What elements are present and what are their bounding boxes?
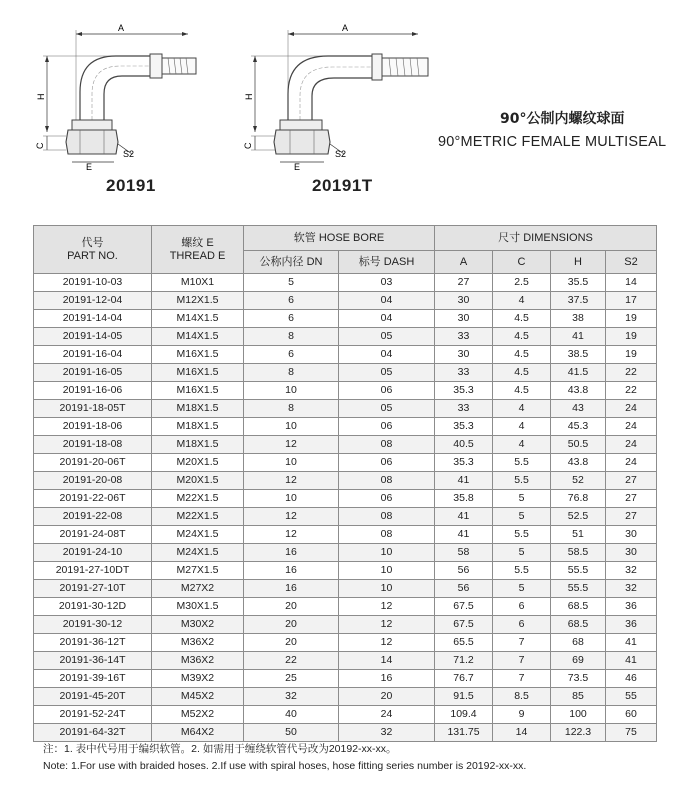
table-cell: 4.5 (493, 310, 551, 328)
table-cell: 14 (606, 274, 657, 292)
table-cell: 41 (606, 634, 657, 652)
table-cell: M16X1.5 (152, 364, 244, 382)
table-cell: 5 (493, 544, 551, 562)
table-cell: 45.3 (551, 418, 606, 436)
table-cell: 6 (244, 310, 339, 328)
table-cell: 56 (435, 562, 493, 580)
table-cell: 60 (606, 706, 657, 724)
table-cell: 40 (244, 706, 339, 724)
table-cell: 8 (244, 400, 339, 418)
table-cell: 58.5 (551, 544, 606, 562)
table-cell: 10 (339, 580, 435, 598)
table-cell: M39X2 (152, 670, 244, 688)
table-cell: 24 (606, 454, 657, 472)
table-cell: 4 (493, 400, 551, 418)
table-cell: 7 (493, 652, 551, 670)
table-cell: 20191-16-05 (34, 364, 152, 382)
table-cell: 10 (244, 454, 339, 472)
table-cell: 4 (493, 436, 551, 454)
dim-a-label: A (342, 23, 349, 33)
table-row (34, 634, 657, 652)
table-cell: 24 (606, 400, 657, 418)
table-cell: 20191-10-03 (34, 274, 152, 292)
table-cell: 12 (244, 472, 339, 490)
table-cell: 5 (244, 274, 339, 292)
table-cell: 41.5 (551, 364, 606, 382)
table-cell: 32 (606, 580, 657, 598)
header-part-no: 代号 PART NO. (34, 226, 152, 274)
table-row (34, 436, 657, 454)
table-cell: 12 (244, 436, 339, 454)
table-row (34, 508, 657, 526)
table-cell: 30 (435, 292, 493, 310)
model-label-20191: 20191 (106, 176, 156, 195)
note-chinese: 注：1. 表中代号用于编织软管。2. 如需用于缠绕软管代号改为20192-xx-xx。 (43, 743, 397, 755)
table-cell: 19 (606, 346, 657, 364)
table-cell: 20191-39-16T (34, 670, 152, 688)
table-cell: 30 (606, 526, 657, 544)
table-cell: 35.3 (435, 382, 493, 400)
table-cell: 4.5 (493, 382, 551, 400)
table-cell: 20191-52-24T (34, 706, 152, 724)
table-cell: 8.5 (493, 688, 551, 706)
table-cell: 30 (435, 346, 493, 364)
table-cell: 19 (606, 310, 657, 328)
table-row (34, 544, 657, 562)
table-cell: 16 (244, 580, 339, 598)
table-cell: 75 (606, 724, 657, 742)
table-cell: 38 (551, 310, 606, 328)
table-cell: 10 (244, 382, 339, 400)
fitting-drawing-20191t (232, 12, 442, 170)
table-cell: M64X2 (152, 724, 244, 742)
table-row (34, 580, 657, 598)
table-cell: 50 (244, 724, 339, 742)
table-cell: M30X1.5 (152, 598, 244, 616)
table-cell: 4 (493, 418, 551, 436)
table-row (34, 454, 657, 472)
table-cell: 43 (551, 400, 606, 418)
table-cell: 30 (606, 544, 657, 562)
table-cell: M16X1.5 (152, 346, 244, 364)
table-cell: M10X1 (152, 274, 244, 292)
dim-a-label: A (118, 23, 125, 33)
table-cell: 35.3 (435, 418, 493, 436)
table-cell: 12 (339, 634, 435, 652)
notes (43, 741, 526, 775)
table-cell: 51 (551, 526, 606, 544)
table-row (34, 346, 657, 364)
table-cell: 5.5 (493, 562, 551, 580)
table-cell: 109.4 (435, 706, 493, 724)
table-cell: 17 (606, 292, 657, 310)
table-cell: 20191-27-10DT (34, 562, 152, 580)
table-cell: 91.5 (435, 688, 493, 706)
table-cell: 22 (244, 652, 339, 670)
table-cell: 46 (606, 670, 657, 688)
table-cell: 16 (244, 544, 339, 562)
table-row (34, 364, 657, 382)
table-cell: 41 (435, 472, 493, 490)
table-cell: 20191-14-04 (34, 310, 152, 328)
table-cell: 12 (339, 616, 435, 634)
table-cell: 5 (493, 490, 551, 508)
table-row (34, 490, 657, 508)
table-cell: M14X1.5 (152, 310, 244, 328)
table-cell: 27 (606, 490, 657, 508)
table-cell: 73.5 (551, 670, 606, 688)
table-cell: 04 (339, 346, 435, 364)
table-cell: 20191-18-05T (34, 400, 152, 418)
table-cell: 55 (606, 688, 657, 706)
table-cell: 35.5 (551, 274, 606, 292)
table-cell: 55.5 (551, 580, 606, 598)
table-cell: 20191-36-12T (34, 634, 152, 652)
spec-table-body (34, 274, 657, 742)
table-cell: 20 (339, 688, 435, 706)
table-cell: 08 (339, 526, 435, 544)
table-cell: 24 (339, 706, 435, 724)
table-cell: M30X2 (152, 616, 244, 634)
table-cell: M52X2 (152, 706, 244, 724)
table-cell: M12X1.5 (152, 292, 244, 310)
table-cell: 6 (244, 346, 339, 364)
table-cell: 52.5 (551, 508, 606, 526)
table-cell: 20191-27-10T (34, 580, 152, 598)
table-cell: 12 (244, 508, 339, 526)
table-cell: 20191-45-20T (34, 688, 152, 706)
table-cell: 65.5 (435, 634, 493, 652)
table-cell: 12 (339, 598, 435, 616)
table-cell: 100 (551, 706, 606, 724)
table-cell: 5.5 (493, 526, 551, 544)
table-cell: 16 (244, 562, 339, 580)
table-cell: 20191-18-08 (34, 436, 152, 454)
dim-e-label: E (294, 162, 301, 170)
table-cell: 25 (244, 670, 339, 688)
table-cell: 06 (339, 490, 435, 508)
table-cell: 37.5 (551, 292, 606, 310)
table-cell: 67.5 (435, 598, 493, 616)
table-cell: 20191-22-06T (34, 490, 152, 508)
table-cell: M45X2 (152, 688, 244, 706)
table-cell: 9 (493, 706, 551, 724)
table-cell: 41 (551, 328, 606, 346)
table-cell: 06 (339, 382, 435, 400)
table-cell: 33 (435, 328, 493, 346)
table-cell: M14X1.5 (152, 328, 244, 346)
table-cell: M22X1.5 (152, 508, 244, 526)
table-cell: 6 (493, 598, 551, 616)
header-dn: 公称内径 DN (244, 251, 339, 274)
table-row (34, 418, 657, 436)
table-cell: 20191-16-04 (34, 346, 152, 364)
table-row (34, 400, 657, 418)
table-cell: 50.5 (551, 436, 606, 454)
header-s2: S2 (606, 251, 657, 274)
dim-e-label: E (86, 162, 93, 170)
table-cell: M24X1.5 (152, 526, 244, 544)
table-cell: 6 (493, 616, 551, 634)
table-cell: 20 (244, 616, 339, 634)
table-cell: 6 (244, 292, 339, 310)
table-cell: 12 (244, 526, 339, 544)
table-cell: 33 (435, 364, 493, 382)
table-cell: M16X1.5 (152, 382, 244, 400)
table-cell: 5 (493, 508, 551, 526)
table-cell: 56 (435, 580, 493, 598)
table-cell: 5.5 (493, 454, 551, 472)
table-cell: 76.8 (551, 490, 606, 508)
header-thread: 螺纹 E THREAD E (152, 226, 244, 274)
table-cell: 14 (493, 724, 551, 742)
table-row (34, 328, 657, 346)
table-cell: 22 (606, 364, 657, 382)
table-cell: 85 (551, 688, 606, 706)
table-cell: 20 (244, 634, 339, 652)
table-cell: 32 (339, 724, 435, 742)
table-cell: 40.5 (435, 436, 493, 454)
table-row (34, 706, 657, 724)
table-cell: 32 (244, 688, 339, 706)
table-row (34, 526, 657, 544)
table-cell: 41 (606, 652, 657, 670)
table-cell: 20191-20-08 (34, 472, 152, 490)
table-cell: 22 (606, 382, 657, 400)
table-cell: 2.5 (493, 274, 551, 292)
table-cell: 5 (493, 580, 551, 598)
table-cell: M36X2 (152, 634, 244, 652)
table-cell: 20191-18-06 (34, 418, 152, 436)
table-cell: 35.8 (435, 490, 493, 508)
table-cell: 08 (339, 508, 435, 526)
table-cell: 68 (551, 634, 606, 652)
table-cell: 38.5 (551, 346, 606, 364)
dim-h-label: H (36, 93, 46, 100)
table-cell: 27 (606, 472, 657, 490)
table-cell: 16 (339, 670, 435, 688)
table-cell: 03 (339, 274, 435, 292)
table-cell: 55.5 (551, 562, 606, 580)
table-cell: 58 (435, 544, 493, 562)
table-cell: 20191-36-14T (34, 652, 152, 670)
table-cell: 7 (493, 670, 551, 688)
fitting-drawing-20191 (20, 12, 210, 170)
table-cell: 24 (606, 418, 657, 436)
table-cell: 05 (339, 400, 435, 418)
table-cell: 68.5 (551, 616, 606, 634)
table-cell: 10 (339, 544, 435, 562)
table-cell: 20191-16-06 (34, 382, 152, 400)
table-row (34, 724, 657, 742)
table-cell: 52 (551, 472, 606, 490)
table-cell: 06 (339, 454, 435, 472)
table-cell: 20191-30-12 (34, 616, 152, 634)
table-cell: 20 (244, 598, 339, 616)
table-cell: M27X2 (152, 580, 244, 598)
table-cell: 04 (339, 310, 435, 328)
header-dimensions: 尺寸 DIMENSIONS (435, 226, 657, 251)
table-row (34, 562, 657, 580)
table-cell: 32 (606, 562, 657, 580)
dim-c-label: C (243, 142, 253, 149)
table-cell: 20191-12-04 (34, 292, 152, 310)
header-c: C (493, 251, 551, 274)
title-english: 90°METRIC FEMALE MULTISEAL (438, 134, 667, 150)
table-cell: 131.75 (435, 724, 493, 742)
table-cell: 14 (339, 652, 435, 670)
table-row (34, 688, 657, 706)
table-cell: 4.5 (493, 328, 551, 346)
table-cell: 10 (244, 418, 339, 436)
table-row (34, 616, 657, 634)
table-row (34, 598, 657, 616)
header-a: A (435, 251, 493, 274)
table-row (34, 382, 657, 400)
table-cell: 67.5 (435, 616, 493, 634)
table-row (34, 310, 657, 328)
table-cell: 8 (244, 364, 339, 382)
dim-c-label: C (35, 142, 45, 149)
table-cell: 27 (606, 508, 657, 526)
table-cell: 33 (435, 400, 493, 418)
table-cell: 06 (339, 418, 435, 436)
header-h: H (551, 251, 606, 274)
table-cell: M20X1.5 (152, 472, 244, 490)
table-cell: 20191-24-10 (34, 544, 152, 562)
table-cell: 122.3 (551, 724, 606, 742)
table-cell: 04 (339, 292, 435, 310)
table-cell: 36 (606, 616, 657, 634)
table-cell: 43.8 (551, 382, 606, 400)
table-cell: 8 (244, 328, 339, 346)
table-row (34, 670, 657, 688)
table-cell: M18X1.5 (152, 418, 244, 436)
table-cell: 20191-22-08 (34, 508, 152, 526)
dim-h-label: H (244, 93, 254, 100)
table-cell: 5.5 (493, 472, 551, 490)
table-cell: 41 (435, 526, 493, 544)
table-cell: 20191-30-12D (34, 598, 152, 616)
table-cell: 4 (493, 292, 551, 310)
table-cell: 20191-64-32T (34, 724, 152, 742)
table-cell: 10 (244, 490, 339, 508)
note-english: Note: 1.For use with braided hoses. 2.If use with spiral hoses, hose fitting series number is 20192-xx-xx. (43, 760, 527, 772)
table-cell: 7 (493, 634, 551, 652)
table-cell: M18X1.5 (152, 436, 244, 454)
table-cell: 20191-14-05 (34, 328, 152, 346)
model-label-20191t: 20191T (312, 176, 373, 195)
table-cell: 41 (435, 508, 493, 526)
header-hose-bore: 软管 HOSE BORE (244, 226, 435, 251)
header-dash: 标号 DASH (339, 251, 435, 274)
table-cell: M27X1.5 (152, 562, 244, 580)
table-cell: 30 (435, 310, 493, 328)
table-cell: 19 (606, 328, 657, 346)
table-cell: 24 (606, 436, 657, 454)
table-cell: 36 (606, 598, 657, 616)
table-row (34, 274, 657, 292)
dim-s2-label: S2 (335, 149, 347, 159)
spec-table (33, 225, 657, 742)
table-cell: M36X2 (152, 652, 244, 670)
table-cell: 08 (339, 436, 435, 454)
table-cell: 05 (339, 328, 435, 346)
table-cell: 08 (339, 472, 435, 490)
table-cell: 69 (551, 652, 606, 670)
table-cell: 68.5 (551, 598, 606, 616)
table-cell: 76.7 (435, 670, 493, 688)
table-cell: 4.5 (493, 346, 551, 364)
table-cell: 43.8 (551, 454, 606, 472)
table-cell: 35.3 (435, 454, 493, 472)
table-cell: 10 (339, 562, 435, 580)
table-row (34, 472, 657, 490)
table-row (34, 652, 657, 670)
table-cell: M18X1.5 (152, 400, 244, 418)
table-cell: 4.5 (493, 364, 551, 382)
table-cell: M22X1.5 (152, 490, 244, 508)
table-row (34, 292, 657, 310)
table-cell: 20191-24-08T (34, 526, 152, 544)
table-cell: M24X1.5 (152, 544, 244, 562)
table-cell: 05 (339, 364, 435, 382)
table-cell: 71.2 (435, 652, 493, 670)
title-chinese: 90°公制内螺纹球面 (500, 111, 625, 127)
table-cell: M20X1.5 (152, 454, 244, 472)
dim-s2-label: S2 (123, 149, 135, 159)
table-cell: 27 (435, 274, 493, 292)
table-cell: 20191-20-06T (34, 454, 152, 472)
